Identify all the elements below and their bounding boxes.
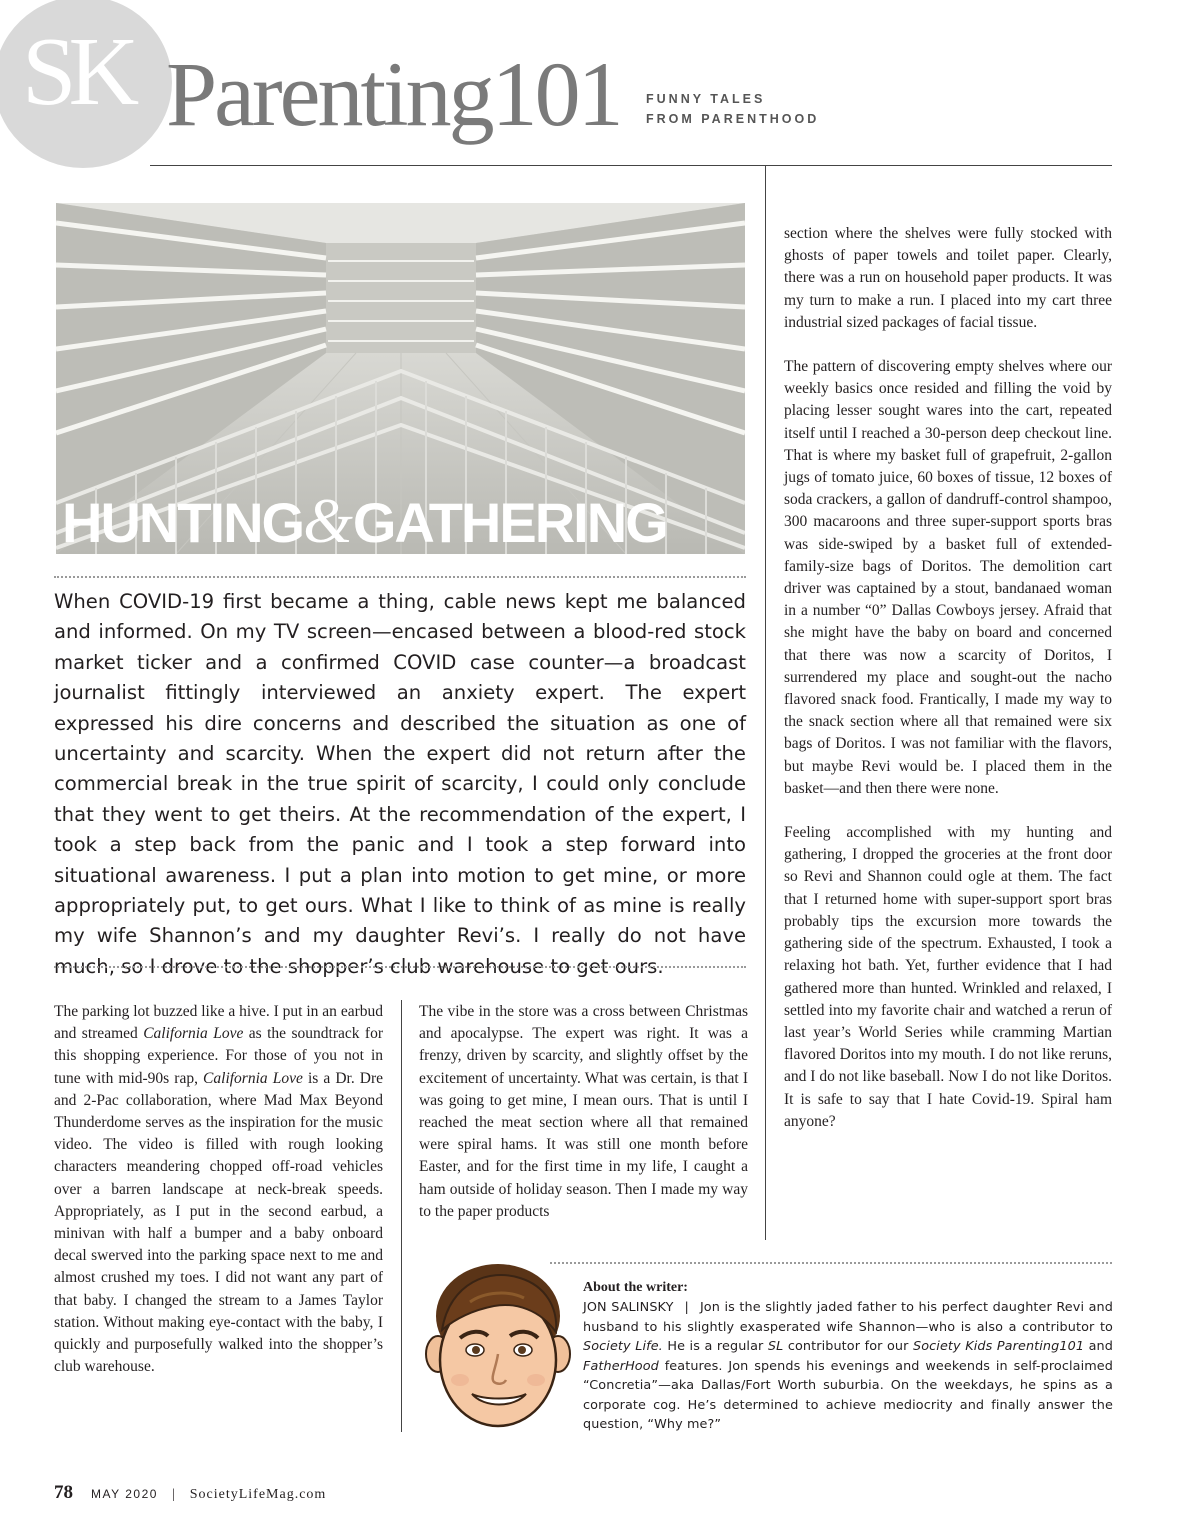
sk-logo: SK (22, 18, 132, 126)
col1-text-b: as the soundtrack for this shopping experience. For those of you not in tune with mid-90s rap, (54, 1025, 383, 1087)
body-column-3 (784, 223, 1112, 1133)
body-column-1 (54, 1001, 383, 1378)
headline-gathering: GATHERING (352, 491, 667, 554)
bio-italic-2: SL (767, 1339, 784, 1354)
column-1-paragraph (54, 1001, 383, 1378)
bio-italic-4: FatherHood (583, 1358, 659, 1374)
about-divider (550, 1262, 1112, 1264)
issue-date: MAY 2020 (91, 1487, 158, 1501)
song-title-2: California Love (203, 1069, 303, 1087)
headline-ampersand: & (303, 485, 353, 556)
column-3-paragraph-3: Feeling accomplished with my hunting and gathering, I dropped the groceries at the front door so Revi and Shannon could ogle at them. The fact that I returned home with super-support sport bras probably tips the excursion more towards the gathering side of the spectrum. Exhausted, I took a relaxing hot bath. Yet, further evidence that I had gathered more than hunted. Wrinkled and relaxed, I settled into my favorite chair and watched a rerun of last year’s World Series while cramming Martian flavored Doritos into my mouth. I do not like reruns, and I do not like baseball. Now I do not like Doritos. It is safe to say that I hate Covid-19. Spiral ham anyone? (784, 824, 1112, 1130)
bio-text-4: and (1084, 1339, 1113, 1354)
body-column-2 (419, 1001, 748, 1223)
about-writer-bio (583, 1298, 1113, 1435)
column-3-paragraph-2: The pattern of discovering empty shelves where our weekly basics once resided and filling the void by placing lesser sought wares into the cart, repeated itself until I reached a 30-person deep checkout line. That is where my basket full of grapefruit, 2-gallon jugs of tomato juice, 60 boxes of tissue, 12 boxes of soda crackers, a gallon of dandruff-control shampoo, 300 macaroons and three super-support sports bras was side-swiped by a basket full of extended-family-size bags of Doritos. The demolition cart driver was captained by a stout, bandanaed woman in a number “0” Dallas Cowboys jersey. Afraid that she might have the baby on board and concerned that there was now a scarcity of Doritos, I surrendered my place and sought-out the nacho flavored snack food. Frantically, I made my way to the snack section where all that remained were six bags of Doritos. I was not familiar with the flavors, but maybe Revi would be. I placed them in the basket—and then there were none. (784, 358, 1112, 797)
article-headline (62, 486, 748, 558)
column-divider-right (765, 166, 766, 1240)
song-title: California Love (143, 1025, 244, 1043)
author-caricature-icon (420, 1258, 572, 1438)
author-name: JON SALINSKY (583, 1300, 674, 1315)
col1-text-a: The parking lot buzzed like a hive. I put in an earbud and streamed (54, 1003, 383, 1043)
column-2-paragraph: The vibe in the store was a cross between Christmas and apocalypse. The expert was right. It was a frenzy, driven by scarcity, and slightly offset by the excitement of uncertainty. What was certain, is that I was going to get mine, I mean ours. That is until I reached the meat section where all that remained were spiral hams. It was still one month before Easter, and for the first time in my life, I caught a ham outside of holiday season. Then I made my way to the paper products (419, 1003, 748, 1220)
tagline-line-2: FROM PARENTHOOD (646, 112, 820, 126)
bio-text-5: features. Jon spends his evenings and weekends in self-proclaimed “Concretia”—aka Dallas/Fort Worth suburbia. On the weekdays, he spins as a corporate cog. He’s determined to achieve mediocrity and finally answer the question, “Why me?” (583, 1358, 1113, 1432)
bio-text-3: contributor for our (783, 1339, 913, 1354)
bio-italic-3: Society Kids Parenting101 (913, 1339, 1085, 1354)
about-writer-title: About the writer: (583, 1280, 688, 1295)
author-divider: | (684, 1300, 689, 1315)
website-link[interactable]: SocietyLifeMag.com (189, 1487, 327, 1502)
bio-text-1: Jon is the slightly jaded father to his perfect daughter Revi and husband to his slightly exasperated wife Shannon—who is also a contributor to (583, 1300, 1113, 1335)
col1-text-c: is a Dr. Dre and 2-Pac collaboration, where Mad Max Beyond Thunderdome serves as the inspiration for the music video. The video is filled with rough looking characters meandering chopped off-road vehicles over a barren landscape at neck-break speeds. Appropriately, as I put in the second earbud, a minivan with half a bumper and a baby onboard decal swerved into the parking space next to me and almost crushed my toes. I did not want any part of that baby. I changed the stream to a James Taylor station. Without making eye-contact with the baby, I quickly and purposefully walked into the shopper’s club warehouse. (54, 1069, 384, 1376)
section-title: Parenting101 (166, 43, 621, 145)
bio-italic-1: Society Life. (583, 1339, 663, 1354)
lede-divider-top (54, 576, 746, 578)
footer-divider: | (171, 1487, 176, 1502)
column-3-paragraph-1: section where the shelves were fully stocked with ghosts of paper towels and toilet paper. Clearly, there was a run on household paper products. It was my turn to make a run. I placed into my cart three industrial sized packages of facial tissue. (784, 225, 1112, 331)
page-footer (54, 1482, 326, 1504)
author-portrait (420, 1258, 572, 1438)
page-number: 78 (54, 1482, 73, 1503)
headline-hunting: HUNTING (62, 491, 304, 554)
column-divider-left (401, 1000, 402, 1432)
tagline-line-1: FUNNY TALES (646, 92, 766, 106)
lede-divider-bottom (54, 966, 746, 968)
masthead-rule (150, 165, 1112, 166)
bio-text-2: He is a regular (662, 1339, 768, 1354)
lede-paragraph: When COVID-19 first became a thing, cable news kept me balanced and informed. On my TV screen—encased between a blood-red stock market ticker and a confirmed COVID case counter—a broadcast journalist fittingly interviewed an anxiety expert. The expert expressed his dire concerns and described the situation as one of uncertainty and scarcity. When the expert did not return after the commercial break in the true spirit of scarcity, I could only conclude that they went to get theirs. At the recommendation of the expert, I took a step back from the panic and I took a step forward into situational awareness. I put a plan into motion to get mine, or more appropriately put, to get ours. What I like to think of as mine is really my wife Shannon’s and my daughter Revi’s. I really do not have much, so I drove to the shopper’s club warehouse to get ours. (54, 590, 746, 978)
